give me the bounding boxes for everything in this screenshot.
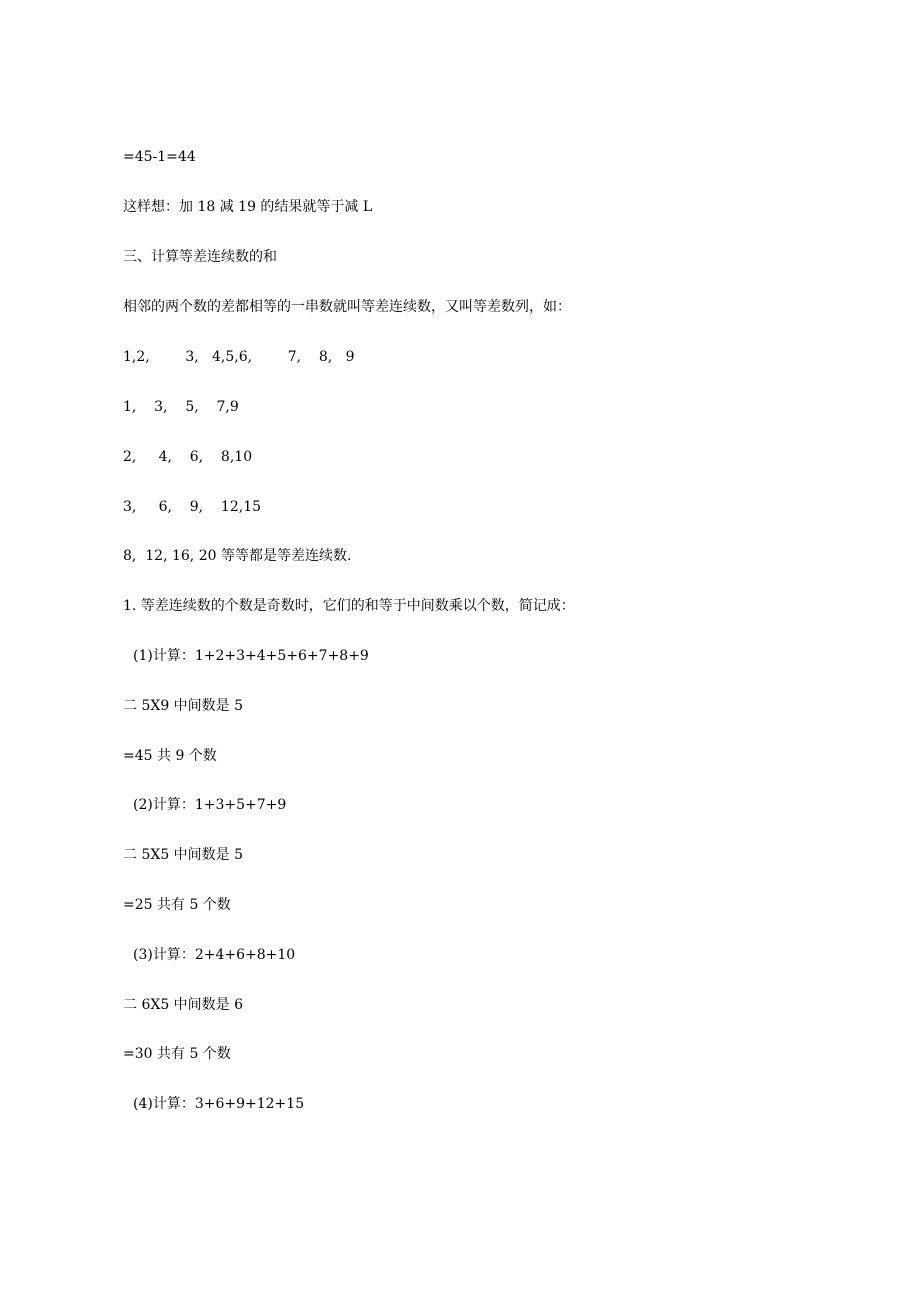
sequence-line: 2, 4, 6, 8,10 [123, 449, 253, 465]
sequence-line: 3, 6, 9, 12,15 [123, 499, 262, 515]
calc-step: =45 共 9 个数 [123, 748, 217, 764]
example-heading: (3)计算：2+4+6+8+10 [133, 947, 296, 963]
example-heading: (2)计算：1+3+5+7+9 [133, 797, 287, 813]
section-heading: 三、计算等差连续数的和 [123, 249, 277, 265]
sequence-line: 1, 3, 5, 7,9 [123, 399, 239, 415]
calc-step: =30 共有 5 个数 [123, 1046, 231, 1062]
calc-step: 二 5X9 中间数是 5 [123, 698, 244, 714]
calc-step: 二 5X5 中间数是 5 [123, 847, 244, 863]
calc-step: =25 共有 5 个数 [123, 897, 231, 913]
rule-line: 1. 等差连续数的个数是奇数时，它们的和等于中间数乘以个数，简记成： [123, 598, 575, 614]
text-line: 这样想：加 18 减 19 的结果就等于减 L [123, 199, 373, 215]
text-line: =45-1=44 [123, 149, 196, 165]
example-heading: (1)计算：1+2+3+4+5+6+7+8+9 [133, 648, 369, 664]
text-line: 8, 12, 16, 20 等等都是等差连续数. [123, 548, 352, 564]
sequence-line: 1,2, 3, 4,5,6, 7, 8, 9 [123, 349, 355, 365]
text-line: 相邻的两个数的差都相等的一串数就叫等差连续数，又叫等差数列，如： [123, 299, 571, 315]
calc-step: 二 6X5 中间数是 6 [123, 997, 244, 1013]
example-heading: (4)计算：3+6+9+12+15 [133, 1096, 305, 1112]
